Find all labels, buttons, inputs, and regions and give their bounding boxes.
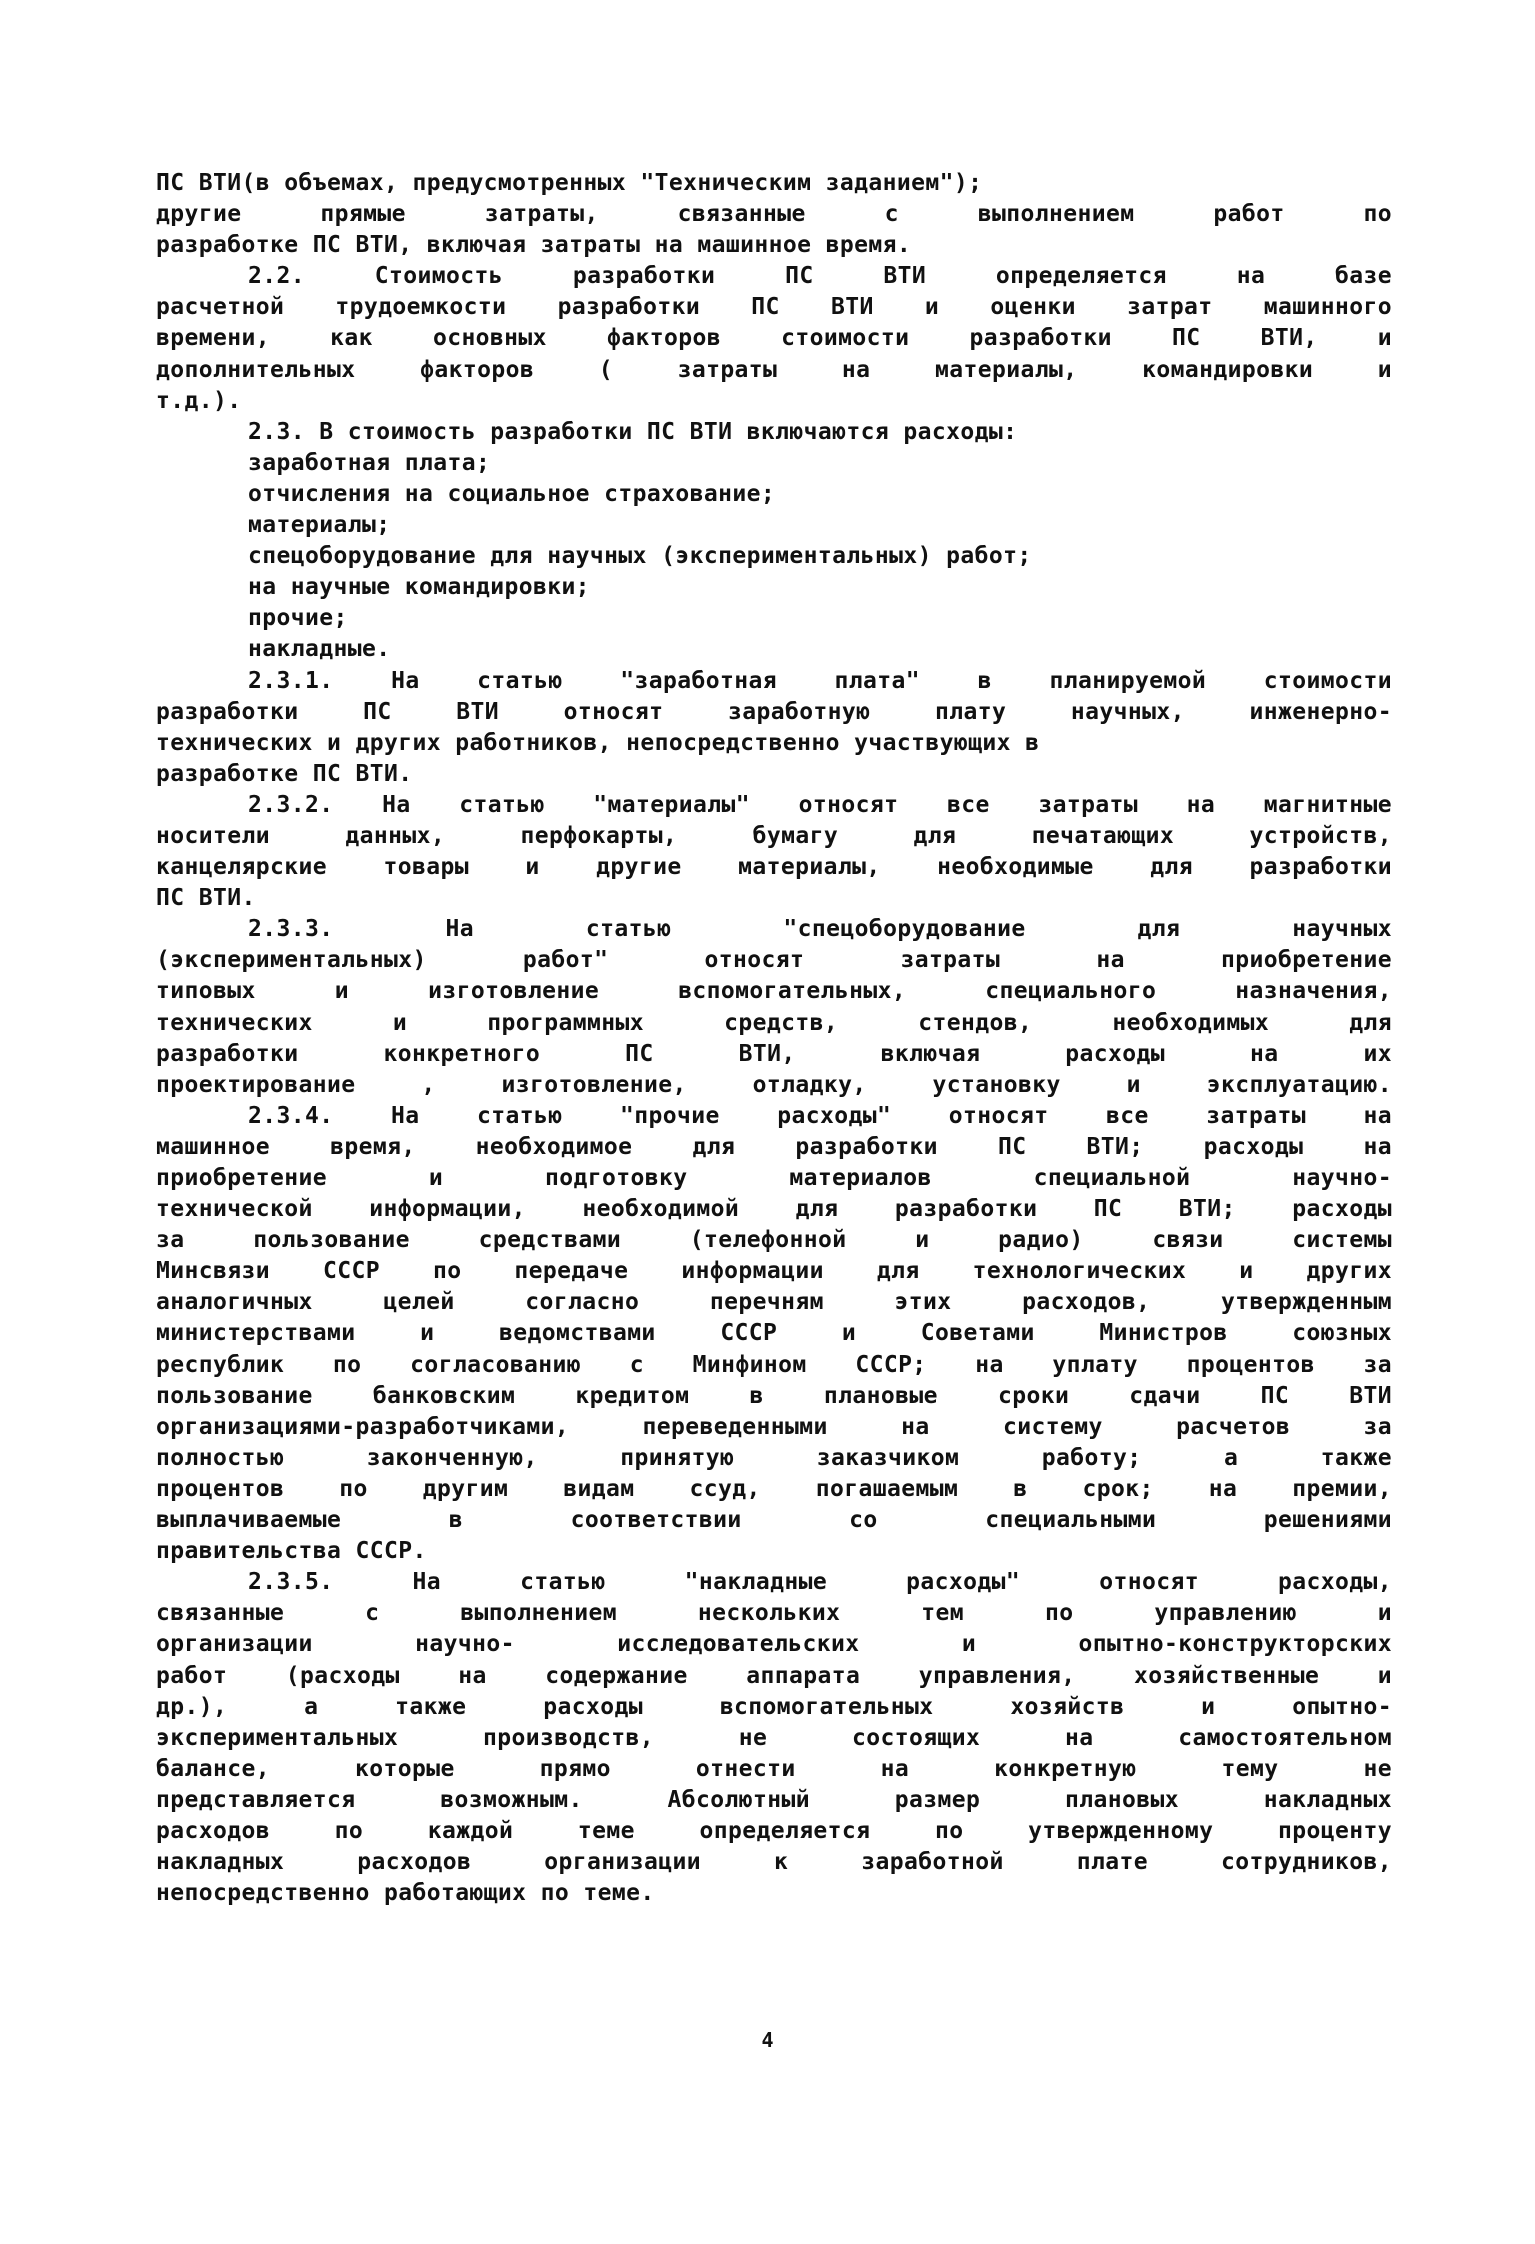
text-line: министерствами и ведомствами СССР и Советами Министров союзных [156, 1320, 1392, 1347]
text-line: процентов по другим видам ссуд, погашаемым в срок; на премии, [156, 1475, 1392, 1502]
text-line: балансе, которые прямо отнести на конкретную тему не [156, 1755, 1392, 1782]
document-body [156, 168, 1392, 1909]
text-line: дополнительных факторов ( затраты на материалы, командировки и [156, 356, 1392, 383]
page-number: 4 [761, 2028, 774, 2052]
text-line: накладные. [248, 636, 391, 663]
text-line: технических и программных средств, стендов, необходимых для [156, 1009, 1392, 1036]
text-line: накладных расходов организации к заработной плате сотрудников, [156, 1849, 1392, 1876]
text-line: расходов по каждой теме определяется по утвержденному проценту [156, 1817, 1392, 1844]
text-line: времени, как основных факторов стоимости разработки ПС ВТИ, и [156, 325, 1392, 352]
text-line: разработке ПС ВТИ, включая затраты на машинное время. [156, 232, 912, 259]
text-line: спецоборудование для научных (экспериментальных) работ; [248, 543, 1032, 570]
text-line: экспериментальных производств, не состоящих на самостоятельном [156, 1724, 1392, 1751]
text-line: за пользование средствами (телефонной и радио) связи системы [156, 1227, 1392, 1254]
text-line: (экспериментальных) работ" относят затраты на приобретение [156, 947, 1392, 974]
text-line: расчетной трудоемкости разработки ПС ВТИ и оценки затрат машинного [156, 294, 1392, 321]
text-line: заработная плата; [248, 449, 491, 476]
text-line: непосредственно работающих по теме. [156, 1880, 655, 1907]
text-line: 2.3.1. На статью "заработная плата" в планируемой стоимости [248, 667, 1392, 694]
text-line: 2.3. В стоимость разработки ПС ВТИ включаются расходы: [248, 418, 1018, 445]
text-line: разработки конкретного ПС ВТИ, включая расходы на их [156, 1040, 1392, 1067]
text-line: ПС ВТИ. [156, 885, 256, 912]
text-line: республик по согласованию с Минфином СССР; на уплату процентов за [156, 1351, 1392, 1378]
text-line: аналогичных целей согласно перечням этих расходов, утвержденным [156, 1289, 1392, 1316]
text-line: технических и других работников, непосредственно участвующих в [156, 729, 1040, 756]
text-line: 2.3.4. На статью "прочие расходы" относят все затраты на [248, 1102, 1392, 1129]
text-line: Минсвязи СССР по передаче информации для технологических и других [156, 1258, 1392, 1285]
text-line: на научные командировки; [248, 574, 590, 601]
text-line: типовых и изготовление вспомогательных, специального назначения, [156, 978, 1392, 1005]
text-line: представляется возможным. Абсолютный размер плановых накладных [156, 1786, 1392, 1813]
text-line: 2.2. Стоимость разработки ПС ВТИ определяется на базе [248, 263, 1392, 290]
text-line: технической информации, необходимой для разработки ПС ВТИ; расходы [156, 1196, 1392, 1223]
text-line: канцелярские товары и другие материалы, необходимые для разработки [156, 854, 1392, 881]
text-line: связанные с выполнением нескольких тем по управлению и [156, 1600, 1392, 1627]
text-line: пользование банковским кредитом в плановые сроки сдачи ПС ВТИ [156, 1382, 1392, 1409]
text-line: 2.3.3. На статью "спецоборудование для научных [248, 916, 1392, 943]
text-line: выплачиваемые в соответствии со специальными решениями [156, 1507, 1392, 1534]
text-line: работ (расходы на содержание аппарата управления, хозяйственные и [156, 1662, 1392, 1689]
text-line: полностью законченную, принятую заказчиком работу; а также [156, 1444, 1392, 1471]
text-line: прочие; [248, 605, 348, 632]
text-line: машинное время, необходимое для разработки ПС ВТИ; расходы на [156, 1133, 1392, 1160]
text-line: 2.3.5. На статью "накладные расходы" относят расходы, [248, 1569, 1392, 1596]
text-line: 2.3.2. На статью "материалы" относят все затраты на магнитные [248, 791, 1392, 818]
text-line: правительства СССР. [156, 1538, 427, 1565]
text-line: разработке ПС ВТИ. [156, 760, 413, 787]
text-line: носители данных, перфокарты, бумагу для печатающих устройств, [156, 822, 1392, 849]
text-line: т.д.). [156, 387, 242, 414]
text-line: организации научно- исследовательских и опытно-конструкторских [156, 1631, 1392, 1658]
text-line: материалы; [248, 512, 391, 539]
text-line: др.), а также расходы вспомогательных хозяйств и опытно- [156, 1693, 1392, 1720]
text-line: ПС ВТИ(в объемах, предусмотренных "Техническим заданием"); [156, 170, 983, 196]
text-line: разработки ПС ВТИ относят заработную плату научных, инженерно- [156, 698, 1392, 725]
text-line: отчисления на социальное страхование; [248, 480, 776, 507]
text-line: организациями-разработчиками, переведенными на систему расчетов за [156, 1413, 1392, 1440]
text-line: другие прямые затраты, связанные с выполнением работ по [156, 201, 1392, 228]
text-line: проектирование , изготовление, отладку, установку и эксплуатацию. [156, 1071, 1392, 1098]
text-line: приобретение и подготовку материалов специальной научно- [156, 1165, 1392, 1191]
